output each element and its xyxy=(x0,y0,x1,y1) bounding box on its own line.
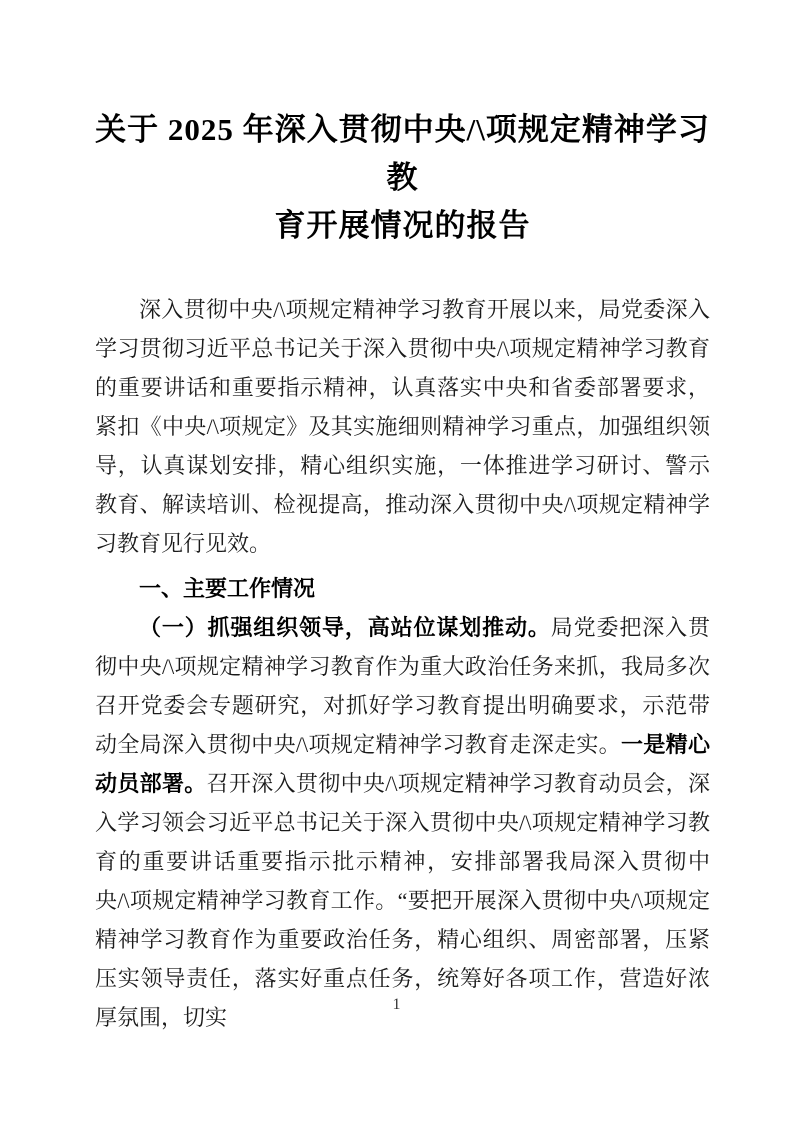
document-title-line1: 关于 2025 年深入贯彻中央/\项规定精神学习教 xyxy=(95,112,710,195)
section1-paragraph xyxy=(95,608,710,1037)
document-title-line2: 育开展情况的报告 xyxy=(274,208,531,243)
section-heading-main-work: 一、主要工作情况 xyxy=(139,576,316,601)
section1-text1: 局党委把深入贯彻中央/\项规定精神学习教育作为重大政治任务来抓，我局多次召开党委会专题研究，对抓好学习教育提出明确要求，示范带动全局深入贯彻中央/\项规定精神学习教育走深走实。 xyxy=(95,615,710,757)
section1-point1-label: 一是精心动员部署。 xyxy=(95,732,710,796)
intro-paragraph: 深入贯彻中央/\项规定精神学习教育开展以来，局党委深入学习贯彻习近平总书记关于深入贯彻中央/\项规定精神学习教育的重要讲话和重要指示精神，认真落实中央和省委部署要求，紧扣《中央/\项规定》及其实施细则精神学习重点，加强组织领导，认真谋划安排，精心组织实施，一体推进学习研讨、警示教育、解读培训、检视提高，推动深入贯彻中央/\项规定精神学习教育见行见效。 xyxy=(95,297,710,556)
section1-subheading: （一）抓强组织领导，高站位谋划推动。 xyxy=(139,615,551,640)
document-title xyxy=(95,106,710,250)
page-number: 1 xyxy=(392,996,401,1013)
section1-text2: 召开深入贯彻中央/\项规定精神学习教育动员会，深入学习领会习近平总书记关于深入贯彻中央/\项规定精神学习教育的重要讲话重要指示批示精神，安排部署我局深入贯彻中央/\项规定精神学习教育工作。“要把开展深入贯彻中央/\项规定精神学习教育作为重要政治任务，精心组织、周密部署，压紧压实领导责任，落实好重点任务，统筹好各项工作，营造好浓厚氛围，切实 xyxy=(95,771,710,1030)
